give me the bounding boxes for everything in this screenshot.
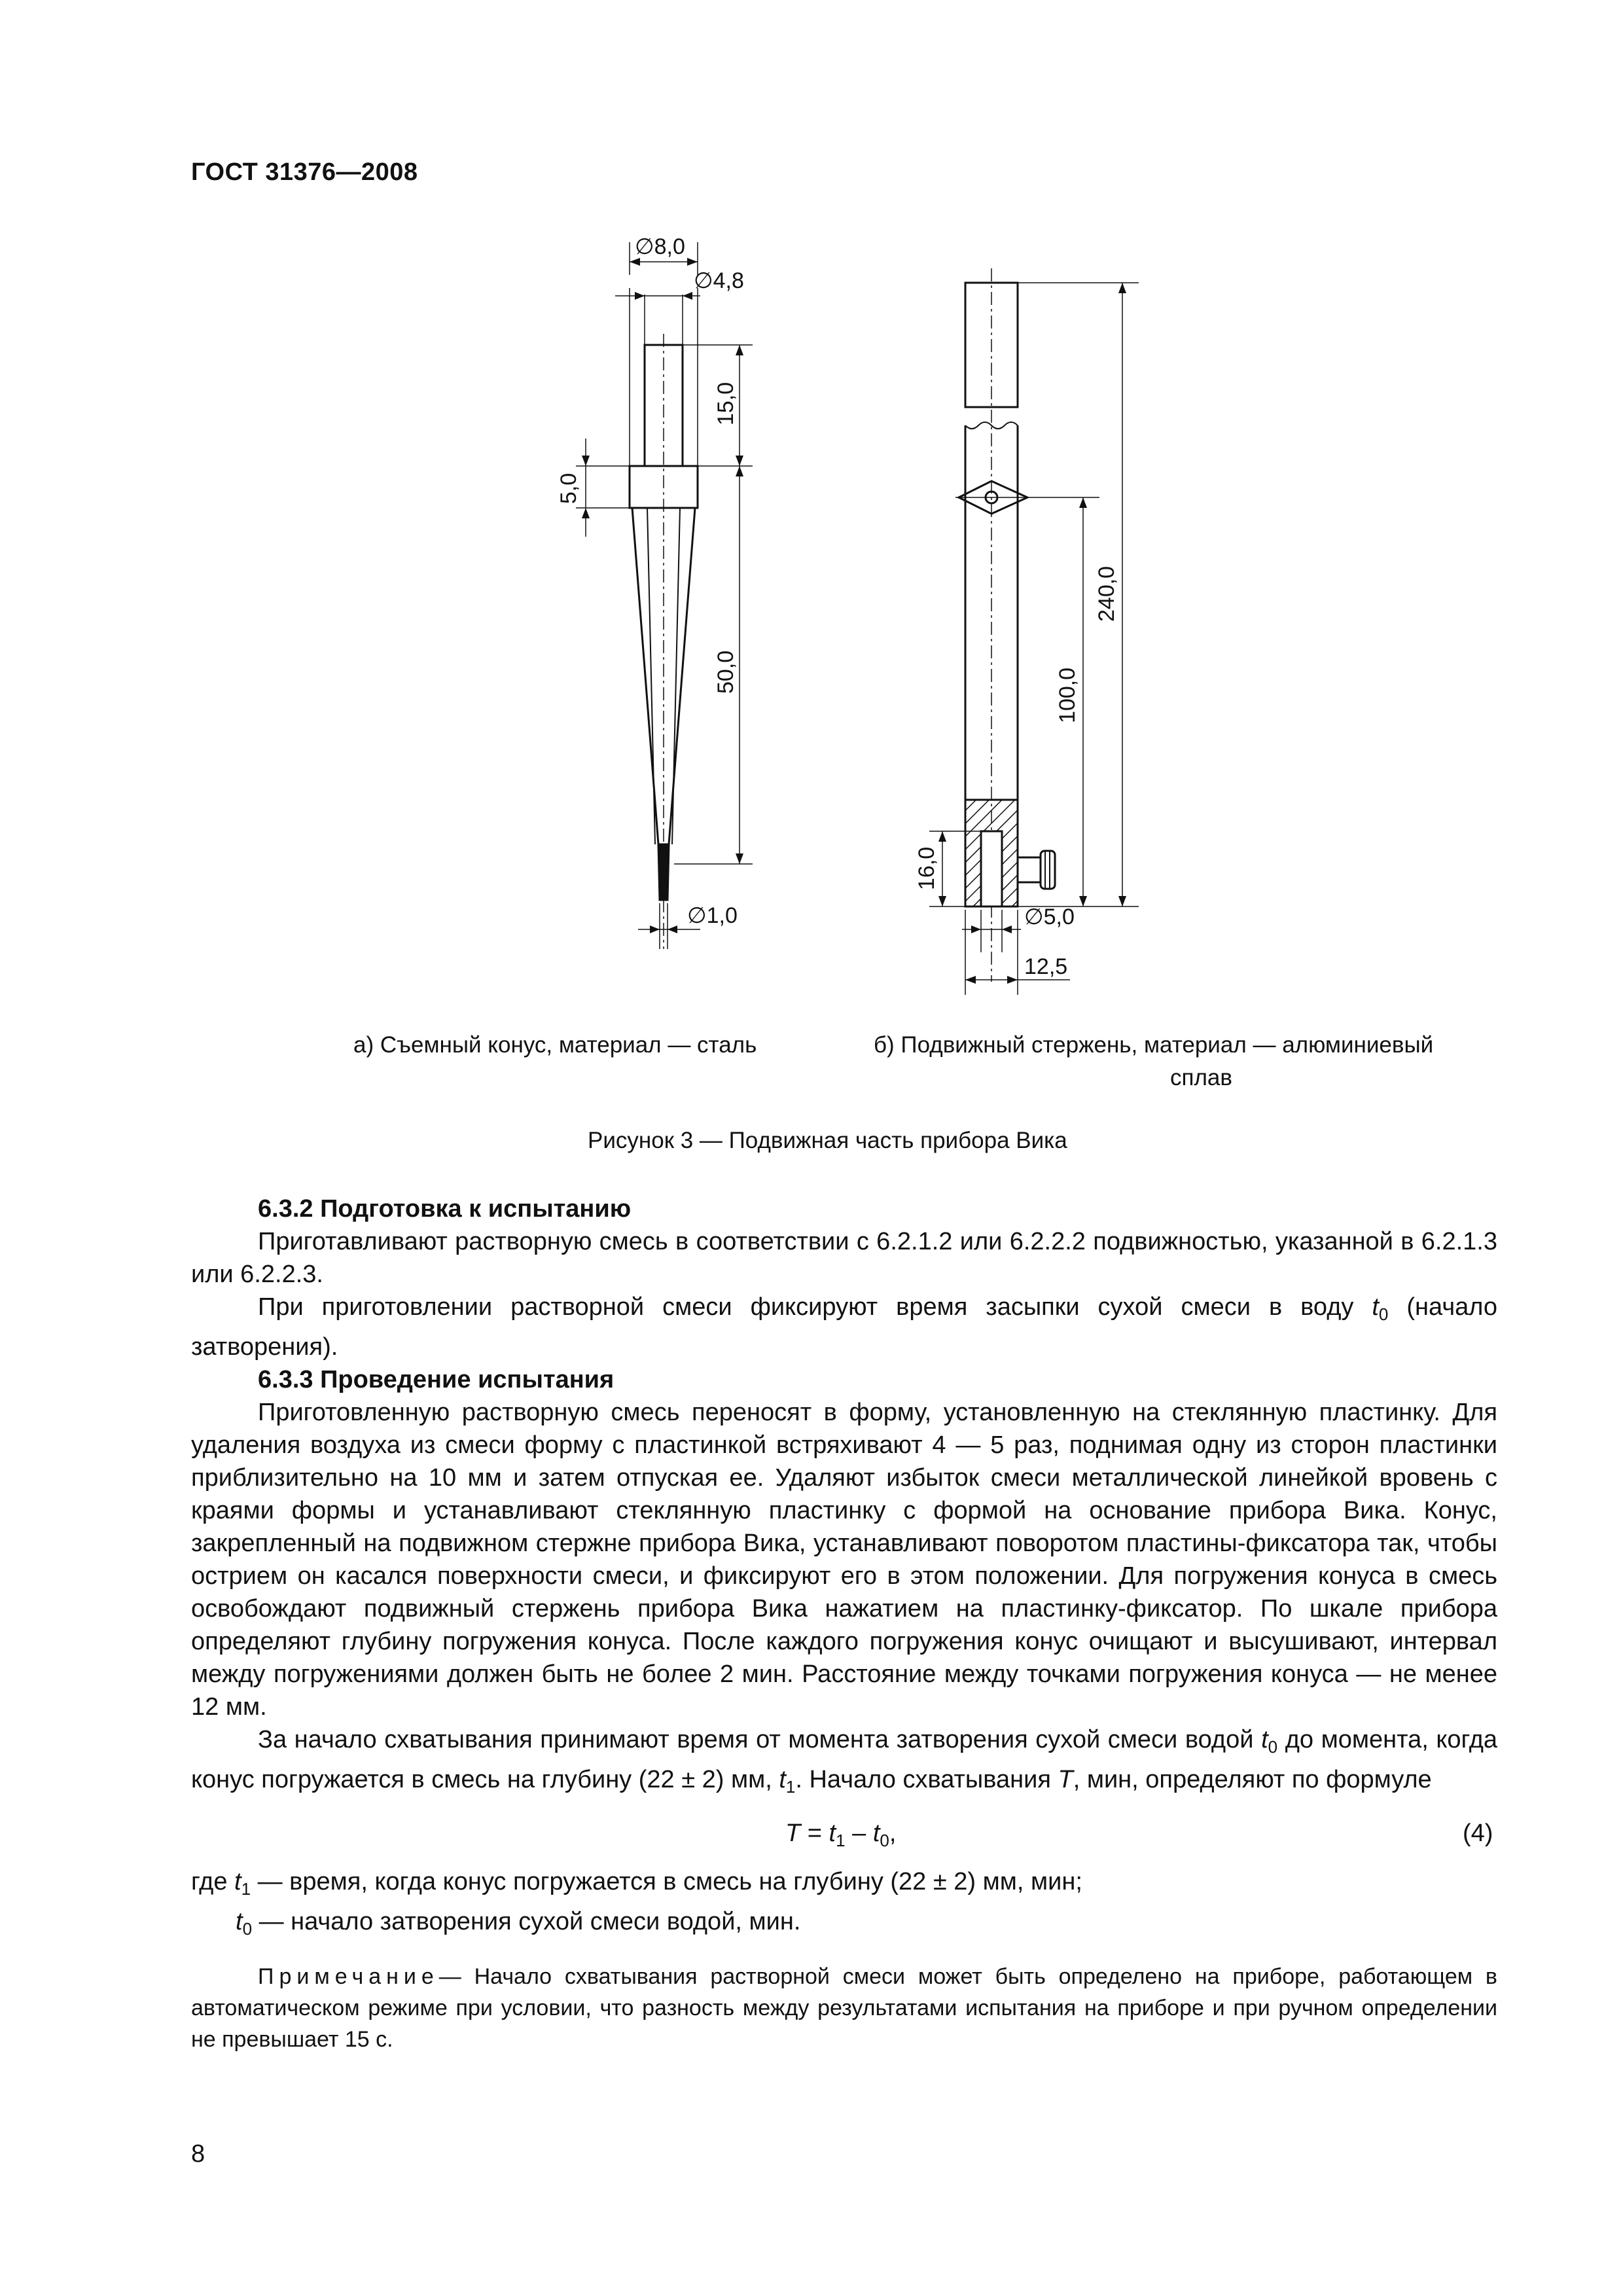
cone-drawing xyxy=(576,242,753,949)
formula-4: $T = t_1 - t_0$, xyxy=(785,1820,897,1850)
paragraph-6-3-2-1: Приготавливают растворную смесь в соответствии с 6.2.1.2 или 6.2.2.2 подвижностью, указанной в 6.2.1.3 или 6.2.2.3. xyxy=(191,1228,1497,1288)
figure-title: Рисунок 3 — Подвижная часть прибора Вика xyxy=(588,1128,1067,1153)
where-block xyxy=(191,1865,1497,1945)
document-header: ГОСТ 31376—2008 xyxy=(191,158,418,186)
dim-240: 240,0 xyxy=(1094,565,1119,622)
dim-d8: ∅8,0 xyxy=(635,234,685,259)
caption-b-line2: сплав xyxy=(1170,1065,1232,1090)
dim-16: 16,0 xyxy=(914,846,939,890)
paragraph-6-3-3-2: За начало схватывания принимают время от момента затворения сухой смеси водой $t_0$ до момента, когда конус погружается в смесь на глубину (22 ± 2) мм, $t_1$. Начало схватывания T, мин, определяют по формуле xyxy=(191,1726,1498,1797)
paragraph-6-3-3-1: Приготовленную растворную смесь переносят в форму, установленную на стеклянную пластинку. Для удаления воздуха из смеси форму с пластинкой встряхивают 4 — 5 раз, поднимая одну из сторон пластинки приблизительно на 10 мм и затем отпуская ее. Удаляют избыток смеси металлической линейкой вровень с краями формы и устанавливают стеклянную пластинку с формой на основание прибора Вика. Конус, закрепленный на подвижном стержне прибора Вика, устанавливают поворотом пластины-фиксатора так, чтобы острием он касался поверхности смеси, и фиксируют его в этом положении. Для погружения конуса в смесь освобождают подвижный стержень прибора Вика нажатием на пластинку-фиксатор. По шкале прибора определяют глубину погружения конуса. После каждого погружения конус очищают и высушивают, интервал между погружениями должен быть не более 2 мин. Расстояние между точками погружения конуса — не менее 12 мм. xyxy=(191,1399,1497,1721)
dim-5: 5,0 xyxy=(556,473,581,504)
dim-50: 50,0 xyxy=(713,650,738,694)
dim-100: 100,0 xyxy=(1055,667,1080,723)
caption-b-line1: б) Подвижный стержень, материал — алюминиевый xyxy=(874,1032,1434,1058)
figure-3-drawing xyxy=(0,0,1623,1047)
where-line-1: где $t_1$ — время, когда конус погружается в смесь на глубину (22 ± 2) мм, мин; xyxy=(191,1868,1082,1899)
heading-6-3-3: 6.3.3 Проведение испытания xyxy=(258,1366,615,1393)
dim-d48: ∅4,8 xyxy=(694,268,744,293)
dim-15: 15,0 xyxy=(713,382,738,425)
note: Примечание— Начало схватывания растворной смеси может быть определено на приборе, работающем в автоматическом режиме при условии, что разность между результатами испытания на приборе и при ручном определении не превышает 15 с. xyxy=(191,1964,1497,2052)
paragraph-6-3-2-2: При приготовлении растворной смеси фиксируют время засыпки сухой смеси в воду $t_0$ (начало затворения). xyxy=(191,1293,1497,1361)
dim-d5: ∅5,0 xyxy=(1024,905,1075,929)
dim-d1: ∅1,0 xyxy=(687,903,738,928)
page-number: 8 xyxy=(191,2140,205,2168)
cone-arrowheads xyxy=(582,258,743,933)
section-6-3-2 xyxy=(191,1193,1497,1803)
heading-6-3-2: 6.3.2 Подготовка к испытанию xyxy=(258,1195,632,1223)
where-line-2: $t_0$ — начало затворения сухой смеси водой, мин. xyxy=(236,1908,801,1939)
caption-a: а) Съемный конус, материал — сталь xyxy=(353,1032,757,1058)
rod-drawing xyxy=(929,268,1139,995)
dim-12-5: 12,5 xyxy=(1024,954,1068,979)
formula-number: (4) xyxy=(1463,1820,1493,1847)
